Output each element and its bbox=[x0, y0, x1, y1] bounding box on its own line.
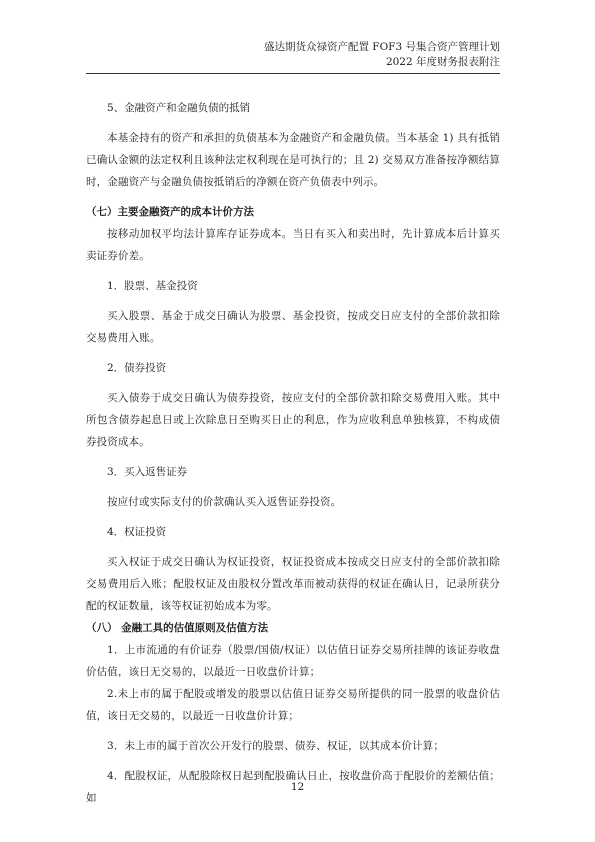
section-7-heading: （七）主要金融资产的成本计价方法 bbox=[86, 206, 254, 218]
header-divider bbox=[86, 73, 500, 74]
section-8-heading: （八） 金融工具的估值原则及估值方法 bbox=[86, 622, 269, 634]
section-7-paragraph: 按移动加权平均法计算库存证券成本。当日有买入和卖出时，先计算成本后计算买卖证券价差。 bbox=[86, 228, 500, 262]
header-subtitle: 2022 年度财务报表附注 bbox=[385, 56, 500, 68]
section-8-item-3: 3．未上市的属于首次公开发行的股票、债券、权证，以其成本价计算； bbox=[107, 740, 444, 752]
section-8-item-4: 4．配股权证，从配股除权日起到配股确认日止，按收盘价高于配股价的差额估值；如 bbox=[86, 770, 500, 804]
section-7-1-title: 1．股票、基金投资 bbox=[107, 280, 198, 292]
page-header bbox=[180, 40, 500, 70]
section-5-title: 5、金融资产和金融负债的抵销 bbox=[107, 102, 251, 114]
section-7-1-paragraph: 买入股票、基金于成交日确认为股票、基金投资，按成交日应支付的全部价款扣除交易费用入账。 bbox=[86, 310, 500, 344]
section-7-2-paragraph: 买入债券于成交日确认为债券投资，按应支付的全部价款扣除交易费用入账。其中所包含债券起息日或上次除息日至购买日止的利息，作为应收利息单独核算，不构成债券投资成本。 bbox=[86, 392, 500, 448]
section-8-item-1: 1．上市流通的有价证券（股票/国债/权证）以估值日证券交易所挂牌的该证券收盘价估值，该日无交易的，以最近一日收盘价计算； bbox=[86, 644, 500, 678]
page-number: 12 bbox=[290, 781, 305, 793]
main-content bbox=[86, 97, 500, 809]
section-5-paragraph: 本基金持有的资产和承担的负债基本为金融资产和金融负债。当本基金 1) 具有抵销已确认金额的法定权利且该种法定权利现在是可执行的；且 2) 交易双方准备按净额结算时，金融资产与金融负债按抵销后的净额在资产负债表中列示。 bbox=[86, 132, 500, 188]
header-title: 盛达期货众禄资产配置 FOF3 号集合资产管理计划 bbox=[263, 41, 500, 53]
section-7-3-paragraph: 按应付或实际支付的价款确认买入返售证券投资。 bbox=[107, 496, 342, 508]
section-7-3-title: 3．买入返售证券 bbox=[107, 466, 188, 478]
section-8-item-2: 2.未上市的属于配股或增发的股票以估值日证券交易所提供的同一股票的收盘价估值，该日无交易的，以最近一日收盘价计算； bbox=[86, 688, 500, 722]
section-7-4-paragraph: 买入权证于成交日确认为权证投资，权证投资成本按成交日应支付的全部价款扣除交易费用后入账；配股权证及由股权分置改革而被动获得的权证在确认日，记录所获分配的权证数量，该等权证初始成本为零。 bbox=[86, 556, 500, 612]
section-7-2-title: 2．债券投资 bbox=[107, 362, 167, 374]
section-7-4-title: 4．权证投资 bbox=[107, 526, 167, 538]
